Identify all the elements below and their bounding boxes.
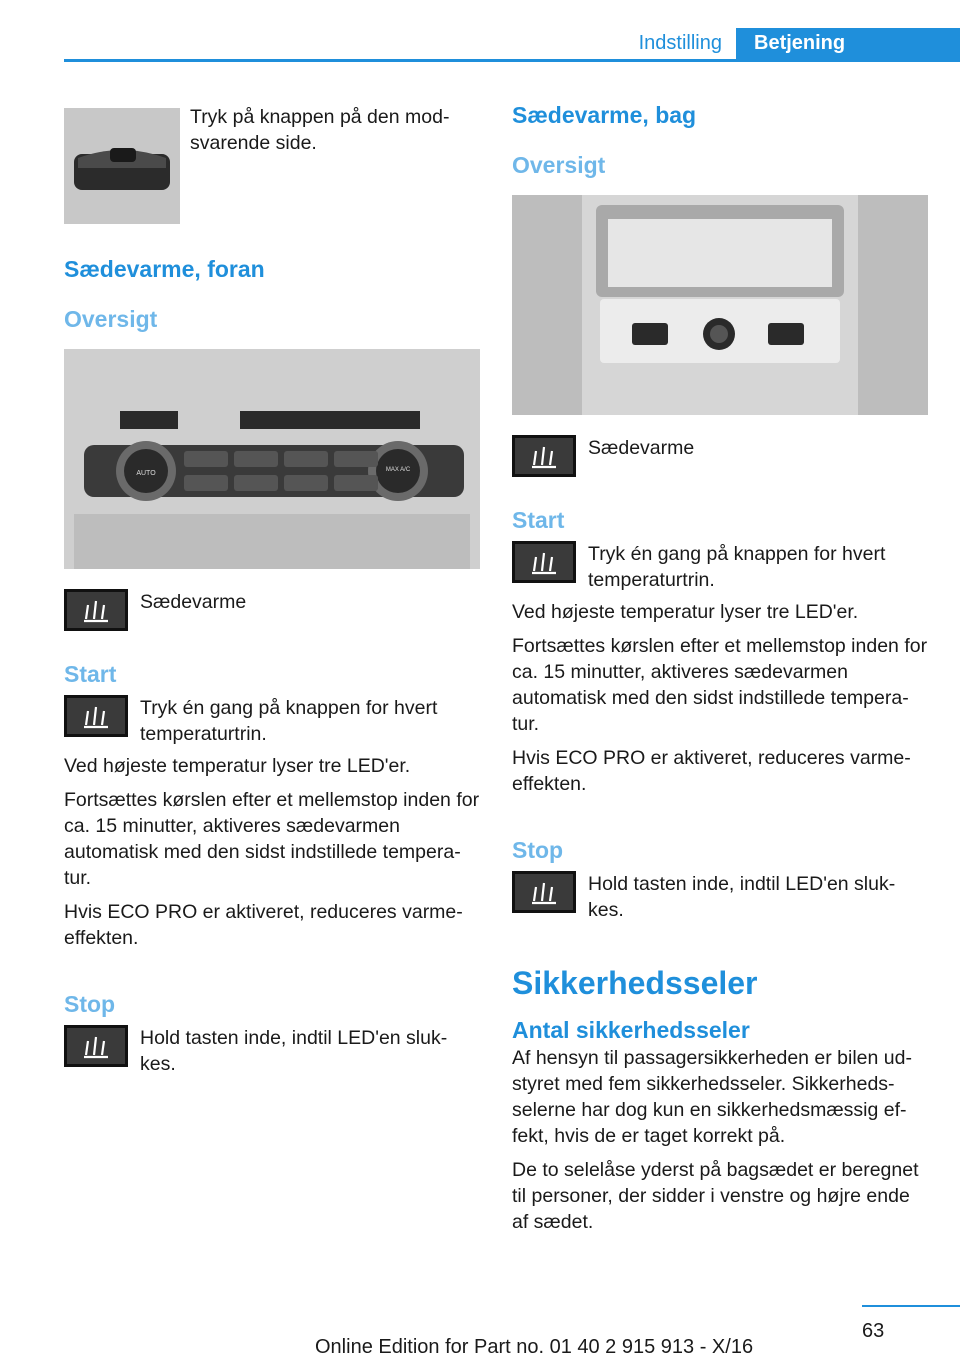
belts-subtitle: Antal sikkerhedsseler (512, 1017, 750, 1043)
seat-heating-icon (64, 589, 128, 631)
section-title-front: Sædevarme, foran (64, 256, 265, 282)
seat-heating-row-rear (512, 435, 928, 477)
rear-console-photo (512, 195, 928, 415)
seat-heating-icon (512, 541, 576, 583)
edition-text: Online Edition for Part no. 01 40 2 915 913 - X/16 (315, 1336, 754, 1358)
stop-text-rear: Hold tasten inde, indtil LED'en sluk-kes. (588, 873, 896, 921)
start-text-rear: Tryk én gang på knappen for hvert temperaturtrin. (588, 543, 886, 591)
start-row-rear (512, 541, 928, 593)
seat-heating-label-rear: Sædevarme (588, 437, 695, 459)
seat-heating-icon (64, 695, 128, 737)
max-ac-label: MAX A/C (385, 467, 411, 473)
side-button-photo (64, 108, 180, 224)
belts-para-1: Af hensyn til passagersikkerheden er bilen ud-styret med fem sikkerhedsseler. Sikkerheds-selerne har dog kun en sikkerhedsmæssig ef-fekt, hvis de er taget korrekt på. (512, 1047, 912, 1147)
start-title-rear: Start (512, 507, 565, 533)
seat-heating-row-front (64, 589, 480, 631)
stop-title-front: Stop (64, 991, 116, 1017)
seat-heating-label: Sædevarme (140, 591, 247, 613)
seat-heating-icon (512, 871, 576, 913)
stop-row-rear (512, 871, 928, 923)
page-header (64, 28, 960, 62)
stop-row-front (64, 1025, 480, 1077)
left-column (64, 100, 480, 1083)
tab-betjening[interactable]: Betjening (736, 28, 960, 59)
right-column (512, 100, 928, 1243)
overview-title-front: Oversigt (64, 306, 158, 332)
start-text-front: Tryk én gang på knappen for hvert temperaturtrin. (140, 697, 438, 745)
tab-indstilling[interactable]: Indstilling (638, 32, 722, 54)
page-number: 63 (862, 1320, 885, 1342)
seat-heating-icon (512, 435, 576, 477)
para-led-rear: Ved højeste temperatur lyser tre LED'er. (512, 601, 859, 623)
footer-rule (862, 1305, 960, 1307)
climate-panel-photo (64, 349, 480, 569)
overview-title-rear: Oversigt (512, 152, 606, 178)
start-row-front (64, 695, 480, 747)
para-eco-rear: Hvis ECO PRO er aktiveret, reduceres varme-effekten. (512, 747, 911, 795)
seat-heating-icon (64, 1025, 128, 1067)
para-eco-front: Hvis ECO PRO er aktiveret, reduceres varme-effekten. (64, 901, 463, 949)
section-title-rear: Sædevarme, bag (512, 102, 697, 128)
intro-text: Tryk på knappen på den mod-svarende side. (190, 106, 450, 154)
para-restart-rear: Fortsættes kørslen efter et mellemstop inden for ca. 15 minutter, aktiveres sædevarmen automatisk med den sidst indstillede tempera-tur. (512, 635, 928, 735)
auto-label: AUTO (136, 470, 156, 477)
stop-title-rear: Stop (512, 837, 564, 863)
belts-title: Sikkerhedsseler (512, 965, 758, 1001)
start-title-front: Start (64, 661, 117, 687)
para-restart-front: Fortsættes kørslen efter et mellemstop inden for ca. 15 minutter, aktiveres sædevarmen automatisk med den sidst indstillede tempera-tur. (64, 789, 480, 889)
belts-para-2: De to selelåse yderst på bagsædet er beregnet til personer, der sidder i venstre og højre ende af sædet. (512, 1159, 919, 1233)
para-led-front: Ved højeste temperatur lyser tre LED'er. (64, 755, 411, 777)
stop-text-front: Hold tasten inde, indtil LED'en sluk-kes. (140, 1027, 448, 1075)
